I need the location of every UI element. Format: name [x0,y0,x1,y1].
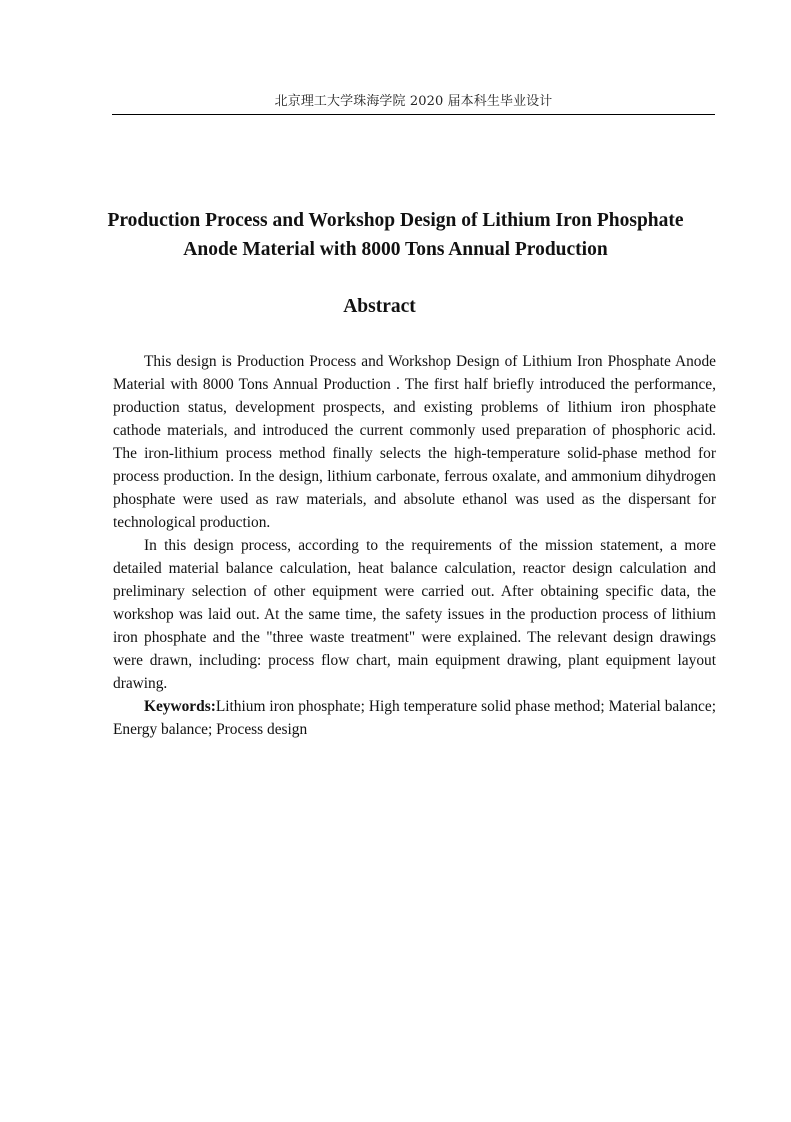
running-header: 北京理工大学珠海学院 2020 届本科生毕业设计 [274,94,553,109]
paper-title-line-2: Anode Material with 8000 Tons Annual Production [183,239,608,260]
abstract-paragraph-2: In this design process, according to the requirements of the mission statement, a more detailed material balance calculation, heat balance calculation, reactor design calculation and preliminary selection of other equipment were carried out. After obtaining specific data, the workshop was laid out. At the same time, the safety issues in the production process of lithium iron phosphate and the "three waste treatment" were explained. The relevant design drawings were drawn, including: process flow chart, main equipment drawing, plant equipment layout drawing. [113,537,716,692]
paper-title-line-1: Production Process and Workshop Design of Lithium Iron Phosphate [107,210,684,231]
keywords-text: Lithium iron phosphate; High temperature solid phase method; Material balance; Energy balance; Process design [113,698,716,738]
keywords [113,695,716,741]
keywords-label: Keywords: [144,698,216,715]
header-rule [112,114,715,115]
abstract-heading: Abstract [343,296,416,317]
paper-title [100,206,691,264]
abstract-paragraph-1: This design is Production Process and Workshop Design of Lithium Iron Phosphate Anode Material with 8000 Tons Annual Production . The first half briefly introduced the performance, production status, development prospects, and existing problems of lithium iron phosphate cathode materials, and introduced the current commonly used preparation of phosphoric acid. The iron-lithium process method finally selects the high-temperature solid-phase method for process production. In the design, lithium carbonate, ferrous oxalate, and ammonium dihydrogen phosphate were used as raw materials, and absolute ethanol was used as the dispersant for technological production. [113,353,716,531]
abstract-body [113,350,716,741]
